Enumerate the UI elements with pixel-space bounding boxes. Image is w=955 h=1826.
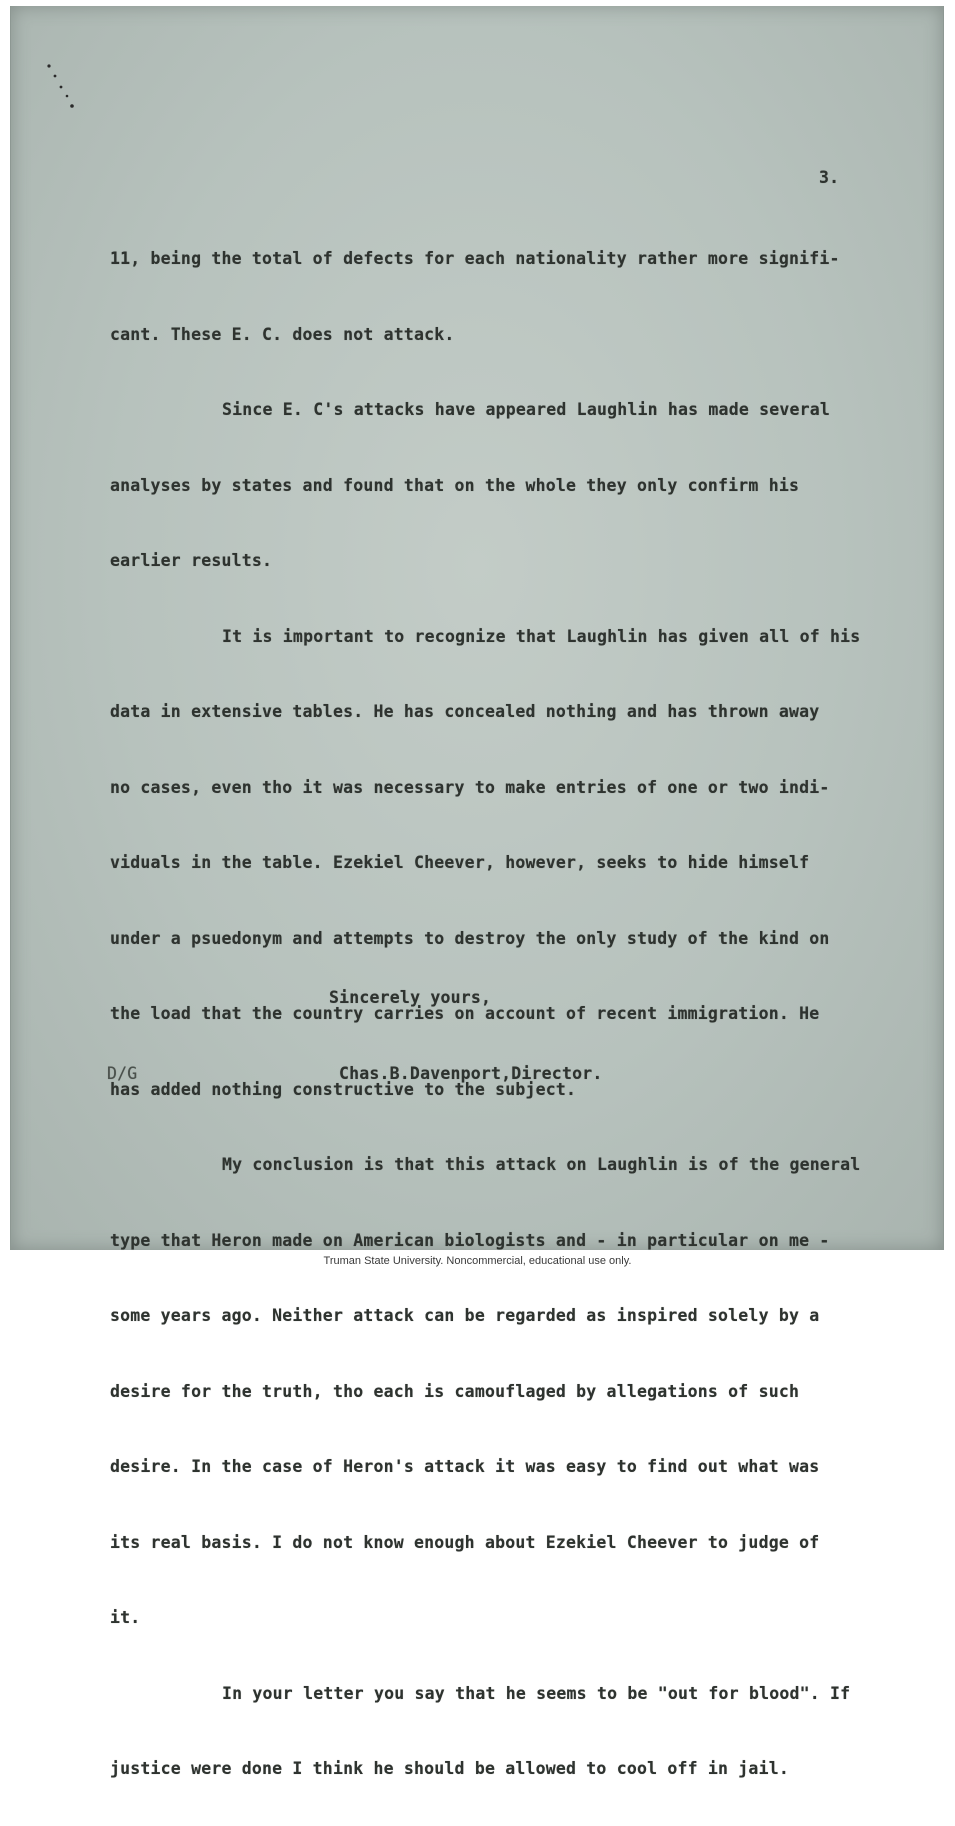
body-line: 11, being the total of defects for each nationality rather more signifi- xyxy=(110,249,840,268)
body-line: viduals in the table. Ezekiel Cheever, however, seeks to hide himself xyxy=(110,853,810,872)
body-line: desire for the truth, tho each is camouflaged by allegations of such xyxy=(110,1381,800,1401)
body-line: desire. In the case of Heron's attack it was easy to find out what was xyxy=(110,1457,820,1476)
body-line: no cases, even tho it was necessary to make entries of one or two indi- xyxy=(110,777,830,797)
body-line: data in extensive tables. He has concealed nothing and has thrown away xyxy=(110,702,820,721)
body-line: Since E. C's attacks have appeared Laughlin has made several xyxy=(222,400,831,419)
body-line: justice were done I think he should be allowed to cool off in jail. xyxy=(110,1759,789,1778)
typist-initials: D/G xyxy=(107,1064,138,1083)
closing-salutation: Sincerely yours, xyxy=(329,988,492,1007)
body-line: type that Heron made on American biologists and - in particular on me - xyxy=(110,1230,830,1250)
archive-credit: Truman State University. Noncommercial, educational use only. xyxy=(323,1255,632,1267)
punch-marks-icon xyxy=(45,62,85,122)
letter-body xyxy=(110,202,860,1826)
body-line: its real basis. I do not know enough about Ezekiel Cheever to judge of xyxy=(110,1532,820,1552)
body-line: My conclusion is that this attack on Laughlin is of the general xyxy=(222,1155,861,1174)
body-line: It is important to recognize that Laughlin has given all of his xyxy=(222,626,861,646)
body-line: some years ago. Neither attack can be regarded as inspired solely by a xyxy=(110,1306,820,1325)
body-line: cant. These E. C. does not attack. xyxy=(110,324,455,344)
body-line: the load that the country carries on account of recent immigration. He xyxy=(110,1004,820,1023)
page-number: 3. xyxy=(819,168,840,187)
body-line: earlier results. xyxy=(110,551,273,570)
body-line: has added nothing constructive to the subject. xyxy=(110,1079,577,1099)
body-line: it. xyxy=(110,1608,141,1627)
body-line: In your letter you say that he seems to be "out for blood". If xyxy=(222,1683,851,1703)
body-line: under a psuedonym and attempts to destroy the only study of the kind on xyxy=(110,928,830,948)
signature-line: Chas.B.Davenport,Director. xyxy=(339,1064,603,1083)
body-line: analyses by states and found that on the whole they only confirm his xyxy=(110,475,800,495)
